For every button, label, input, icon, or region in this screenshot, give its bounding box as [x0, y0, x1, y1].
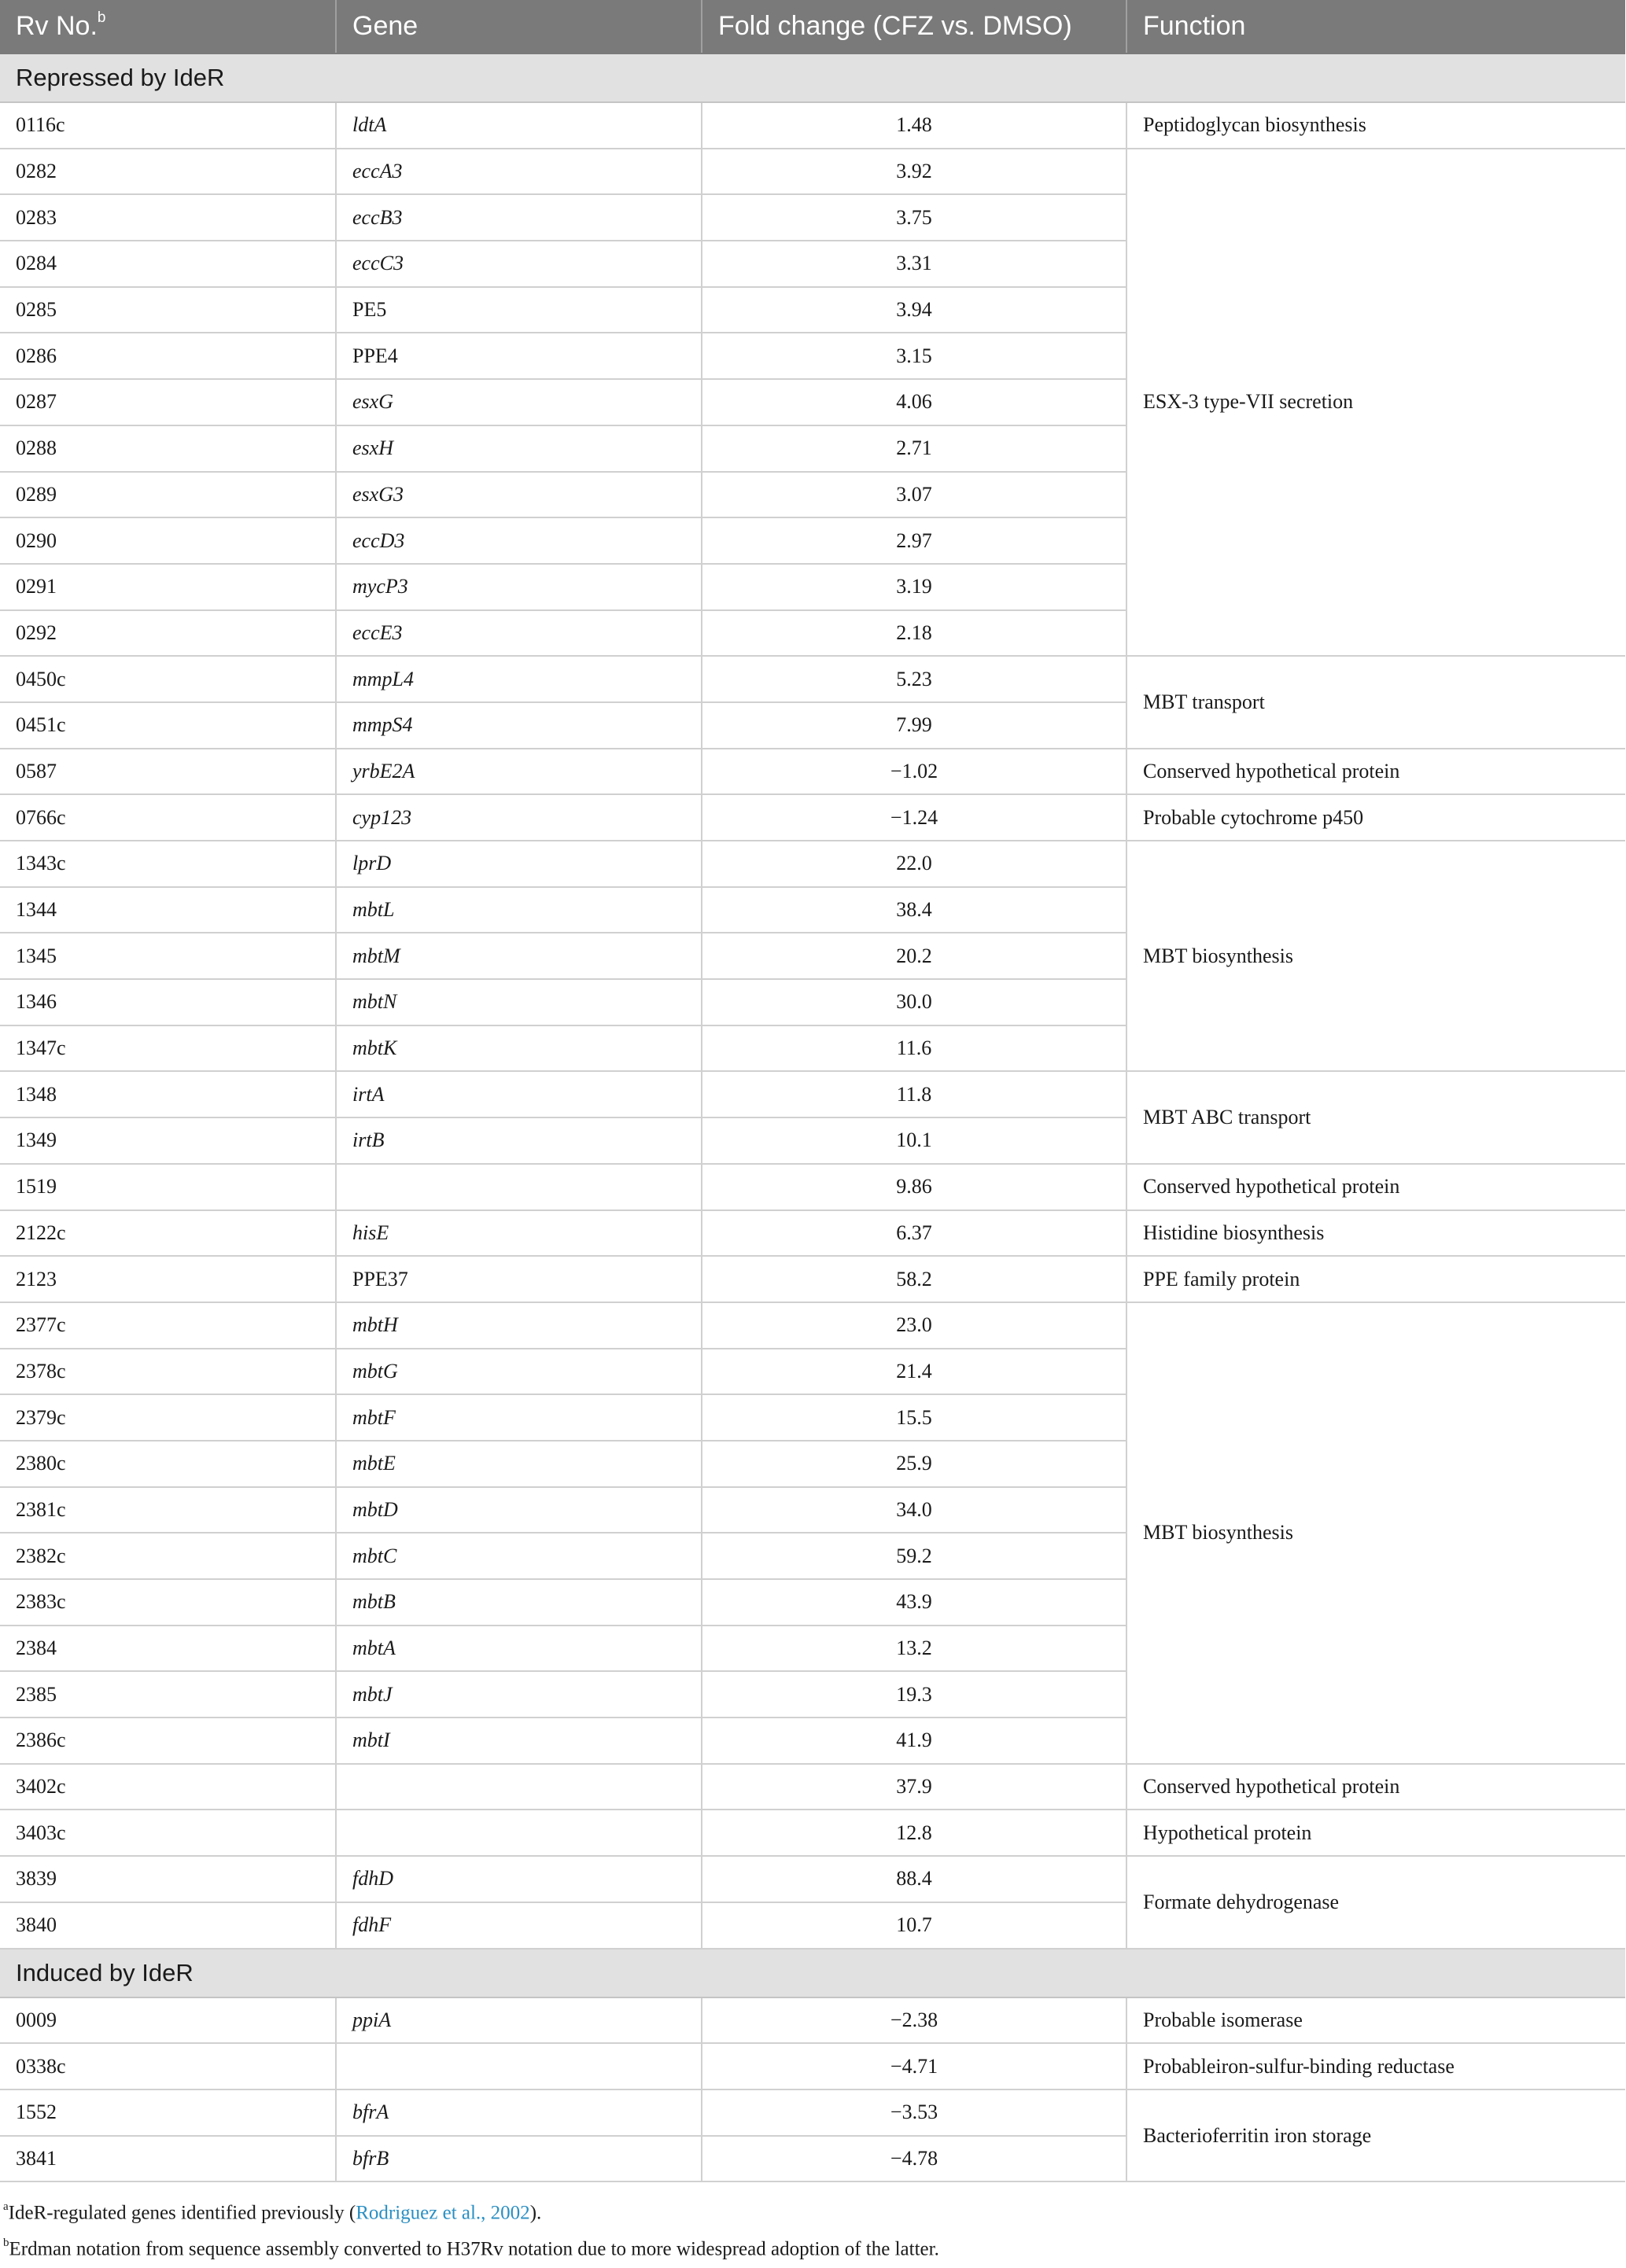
fold-change-cell: 41.9	[702, 1718, 1126, 1764]
rv-number-cell: 2378c	[0, 1349, 336, 1395]
table-row	[0, 1810, 1625, 1856]
fold-change-cell: 3.07	[702, 472, 1126, 518]
table-row	[0, 1302, 1625, 1349]
rv-number-cell: 0283	[0, 194, 336, 241]
gene-cell: irtB	[336, 1117, 702, 1164]
table-row	[0, 1210, 1625, 1257]
header-rv-no: Rv No.$^b$	[0, 0, 336, 53]
gene-cell: esxG	[336, 379, 702, 425]
rv-number-cell: 2377c	[0, 1302, 336, 1349]
gene-cell: mbtM	[336, 933, 702, 979]
rv-number-cell: 2385	[0, 1671, 336, 1718]
rv-number-cell: 3839	[0, 1856, 336, 1902]
gene-cell: mbtL	[336, 887, 702, 933]
function-cell: Probable cytochrome p450	[1126, 794, 1625, 841]
fold-change-cell: 5.23	[702, 656, 1126, 702]
fold-change-cell: 3.15	[702, 333, 1126, 379]
gene-cell: mmpL4	[336, 656, 702, 702]
gene-cell: lprD	[336, 841, 702, 887]
function-cell: Peptidoglycan biosynthesis	[1126, 102, 1625, 149]
fold-change-cell: 2.18	[702, 610, 1126, 657]
table-row	[0, 2043, 1625, 2089]
gene-cell: eccE3	[336, 610, 702, 657]
fold-change-cell: 25.9	[702, 1441, 1126, 1487]
function-cell: Conserved hypothetical protein	[1126, 1764, 1625, 1810]
fold-change-cell: 34.0	[702, 1487, 1126, 1533]
gene-cell	[336, 2043, 702, 2089]
table-row	[0, 749, 1625, 795]
gene-cell: mbtH	[336, 1302, 702, 1349]
gene-cell: eccD3	[336, 517, 702, 564]
fold-change-cell: 3.19	[702, 564, 1126, 610]
fold-change-cell: 30.0	[702, 979, 1126, 1025]
rv-number-cell: 2382c	[0, 1533, 336, 1579]
table-row	[0, 1764, 1625, 1810]
gene-cell: yrbE2A	[336, 749, 702, 795]
fold-change-cell: −1.02	[702, 749, 1126, 795]
fold-change-cell: 58.2	[702, 1256, 1126, 1302]
gene-cell: mbtD	[336, 1487, 702, 1533]
table-row	[0, 1256, 1625, 1302]
table-row	[0, 2089, 1625, 2136]
rv-number-cell: 0286	[0, 333, 336, 379]
rv-number-cell: 1347c	[0, 1025, 336, 1072]
fold-change-cell: 3.31	[702, 241, 1126, 287]
fold-change-cell: 21.4	[702, 1349, 1126, 1395]
fold-change-cell: 3.75	[702, 194, 1126, 241]
function-cell: MBT biosynthesis	[1126, 841, 1625, 1071]
function-cell: Probableiron-sulfur-binding reductase	[1126, 2043, 1625, 2089]
function-cell: Formate dehydrogenase	[1126, 1856, 1625, 1948]
fold-change-cell: 19.3	[702, 1671, 1126, 1718]
gene-cell: mbtC	[336, 1533, 702, 1579]
gene-cell: ldtA	[336, 102, 702, 149]
header-rv-no-footnote-mark: b	[97, 9, 106, 26]
fold-change-cell: 9.86	[702, 1164, 1126, 1210]
function-cell: Histidine biosynthesis	[1126, 1210, 1625, 1257]
rv-number-cell: 0282	[0, 149, 336, 195]
gene-cell: esxH	[336, 425, 702, 472]
fold-change-cell: 7.99	[702, 702, 1126, 749]
rv-number-cell: 1343c	[0, 841, 336, 887]
fold-change-cell: 10.1	[702, 1117, 1126, 1164]
fold-change-cell: 88.4	[702, 1856, 1126, 1902]
gene-cell: mbtJ	[336, 1671, 702, 1718]
rv-number-cell: 2380c	[0, 1441, 336, 1487]
fold-change-cell: −4.71	[702, 2043, 1126, 2089]
rv-number-cell: 1344	[0, 887, 336, 933]
rv-number-cell: 1346	[0, 979, 336, 1025]
gene-cell: ppiA	[336, 1997, 702, 2044]
fold-change-cell: 6.37	[702, 1210, 1126, 1257]
gene-cell: mycP3	[336, 564, 702, 610]
gene-cell: PPE37	[336, 1256, 702, 1302]
fold-change-cell: 43.9	[702, 1579, 1126, 1626]
header-gene: Gene	[336, 0, 702, 53]
rv-number-cell: 3840	[0, 1902, 336, 1949]
rv-number-cell: 0285	[0, 287, 336, 333]
function-cell: MBT ABC transport	[1126, 1071, 1625, 1163]
section-header-row	[0, 53, 1625, 102]
rv-number-cell: 1345	[0, 933, 336, 979]
gene-cell: hisE	[336, 1210, 702, 1257]
rv-number-cell: 0292	[0, 610, 336, 657]
function-cell: PPE family protein	[1126, 1256, 1625, 1302]
fold-change-cell: 13.2	[702, 1626, 1126, 1672]
gene-cell: PE5	[336, 287, 702, 333]
table-row	[0, 1997, 1625, 2044]
rv-number-cell: 0290	[0, 517, 336, 564]
fold-change-cell: 12.8	[702, 1810, 1126, 1856]
table-row	[0, 1856, 1625, 1902]
rv-number-cell: 0284	[0, 241, 336, 287]
rv-number-cell: 0009	[0, 1997, 336, 2044]
footnotes	[0, 2196, 1626, 2261]
table-body	[0, 53, 1625, 2181]
gene-cell: bfrB	[336, 2136, 702, 2182]
rv-number-cell: 2122c	[0, 1210, 336, 1257]
rv-number-cell: 0587	[0, 749, 336, 795]
rv-number-cell: 2384	[0, 1626, 336, 1672]
gene-cell: mbtE	[336, 1441, 702, 1487]
header-fold-change: Fold change (CFZ vs. DMSO)	[702, 0, 1126, 53]
function-cell: Conserved hypothetical protein	[1126, 1164, 1625, 1210]
gene-cell: mbtF	[336, 1394, 702, 1441]
function-cell: ESX-3 type-VII secretion	[1126, 149, 1625, 657]
rv-number-cell: 1348	[0, 1071, 336, 1117]
rv-number-cell: 0291	[0, 564, 336, 610]
section-title: Repressed by IdeR	[0, 53, 1625, 102]
rv-number-cell: 3403c	[0, 1810, 336, 1856]
fold-change-cell: 2.71	[702, 425, 1126, 472]
fold-change-cell: 3.94	[702, 287, 1126, 333]
fold-change-cell: −1.24	[702, 794, 1126, 841]
rv-number-cell: 2123	[0, 1256, 336, 1302]
gene-cell: eccC3	[336, 241, 702, 287]
table-row	[0, 1071, 1625, 1117]
gene-cell: fdhD	[336, 1856, 702, 1902]
function-cell: MBT transport	[1126, 656, 1625, 748]
gene-cell: PPE4	[336, 333, 702, 379]
fold-change-cell: 11.6	[702, 1025, 1126, 1072]
function-cell: Bacterioferritin iron storage	[1126, 2089, 1625, 2181]
gene-cell: mbtG	[336, 1349, 702, 1395]
fold-change-cell: −4.78	[702, 2136, 1126, 2182]
section-title: Induced by IdeR	[0, 1949, 1625, 1997]
gene-cell: esxG3	[336, 472, 702, 518]
gene-cell: mbtA	[336, 1626, 702, 1672]
fold-change-cell: 2.97	[702, 517, 1126, 564]
fold-change-cell: 3.92	[702, 149, 1126, 195]
rv-number-cell: 0287	[0, 379, 336, 425]
gene-cell: mbtI	[336, 1718, 702, 1764]
gene-cell	[336, 1164, 702, 1210]
table-row	[0, 149, 1625, 195]
table-row	[0, 656, 1625, 702]
fold-change-cell: 4.06	[702, 379, 1126, 425]
rv-number-cell: 2381c	[0, 1487, 336, 1533]
footnote-a: $^a$IdeR-regulated genes identified previously (Rodriguez et al., 2002).	[3, 2200, 542, 2224]
fold-change-cell: 38.4	[702, 887, 1126, 933]
gene-cell	[336, 1764, 702, 1810]
rv-number-cell: 0289	[0, 472, 336, 518]
rv-number-cell: 1519	[0, 1164, 336, 1210]
function-cell: Hypothetical protein	[1126, 1810, 1625, 1856]
rv-number-cell: 0288	[0, 425, 336, 472]
rv-number-cell: 3402c	[0, 1764, 336, 1810]
rv-number-cell: 0338c	[0, 2043, 336, 2089]
gene-cell: cyp123	[336, 794, 702, 841]
gene-cell: eccA3	[336, 149, 702, 195]
rv-number-cell: 1552	[0, 2089, 336, 2136]
gene-cell: mbtB	[336, 1579, 702, 1626]
rv-number-cell: 0450c	[0, 656, 336, 702]
table-row	[0, 1164, 1625, 1210]
fold-change-cell: −2.38	[702, 1997, 1126, 2044]
fold-change-cell: 20.2	[702, 933, 1126, 979]
function-cell: Conserved hypothetical protein	[1126, 749, 1625, 795]
rv-number-cell: 3841	[0, 2136, 336, 2182]
reference-link[interactable]: Rodriguez et al., 2002	[356, 2202, 530, 2224]
rv-number-cell: 2386c	[0, 1718, 336, 1764]
fold-change-cell: −3.53	[702, 2089, 1126, 2136]
rv-number-cell: 2383c	[0, 1579, 336, 1626]
rv-number-cell: 0116c	[0, 102, 336, 149]
fold-change-cell: 15.5	[702, 1394, 1126, 1441]
gene-cell: eccB3	[336, 194, 702, 241]
gene-cell: mbtK	[336, 1025, 702, 1072]
header-row	[0, 0, 1625, 53]
table-row	[0, 841, 1625, 887]
gene-cell: bfrA	[336, 2089, 702, 2136]
function-cell: Probable isomerase	[1126, 1997, 1625, 2044]
rv-number-cell: 1349	[0, 1117, 336, 1164]
rv-number-cell: 0766c	[0, 794, 336, 841]
fold-change-cell: 37.9	[702, 1764, 1126, 1810]
section-header-row	[0, 1949, 1625, 1997]
fold-change-cell: 59.2	[702, 1533, 1126, 1579]
fold-change-cell: 10.7	[702, 1902, 1126, 1949]
gene-cell: mbtN	[336, 979, 702, 1025]
rv-number-cell: 2379c	[0, 1394, 336, 1441]
gene-cell: mmpS4	[336, 702, 702, 749]
fold-change-cell: 1.48	[702, 102, 1126, 149]
fold-change-cell: 22.0	[702, 841, 1126, 887]
fold-change-cell: 11.8	[702, 1071, 1126, 1117]
gene-cell: irtA	[336, 1071, 702, 1117]
table-row	[0, 794, 1625, 841]
header-function: Function	[1126, 0, 1625, 53]
fold-change-cell: 23.0	[702, 1302, 1126, 1349]
footnote-b: $^b$Erdman notation from sequence assembly converted to H37Rv notation due to more widespread adoption of the latter.	[3, 2236, 939, 2259]
gene-cell: fdhF	[336, 1902, 702, 1949]
gene-cell	[336, 1810, 702, 1856]
function-cell: MBT biosynthesis	[1126, 1302, 1625, 1764]
table-row	[0, 102, 1625, 149]
rv-number-cell: 0451c	[0, 702, 336, 749]
